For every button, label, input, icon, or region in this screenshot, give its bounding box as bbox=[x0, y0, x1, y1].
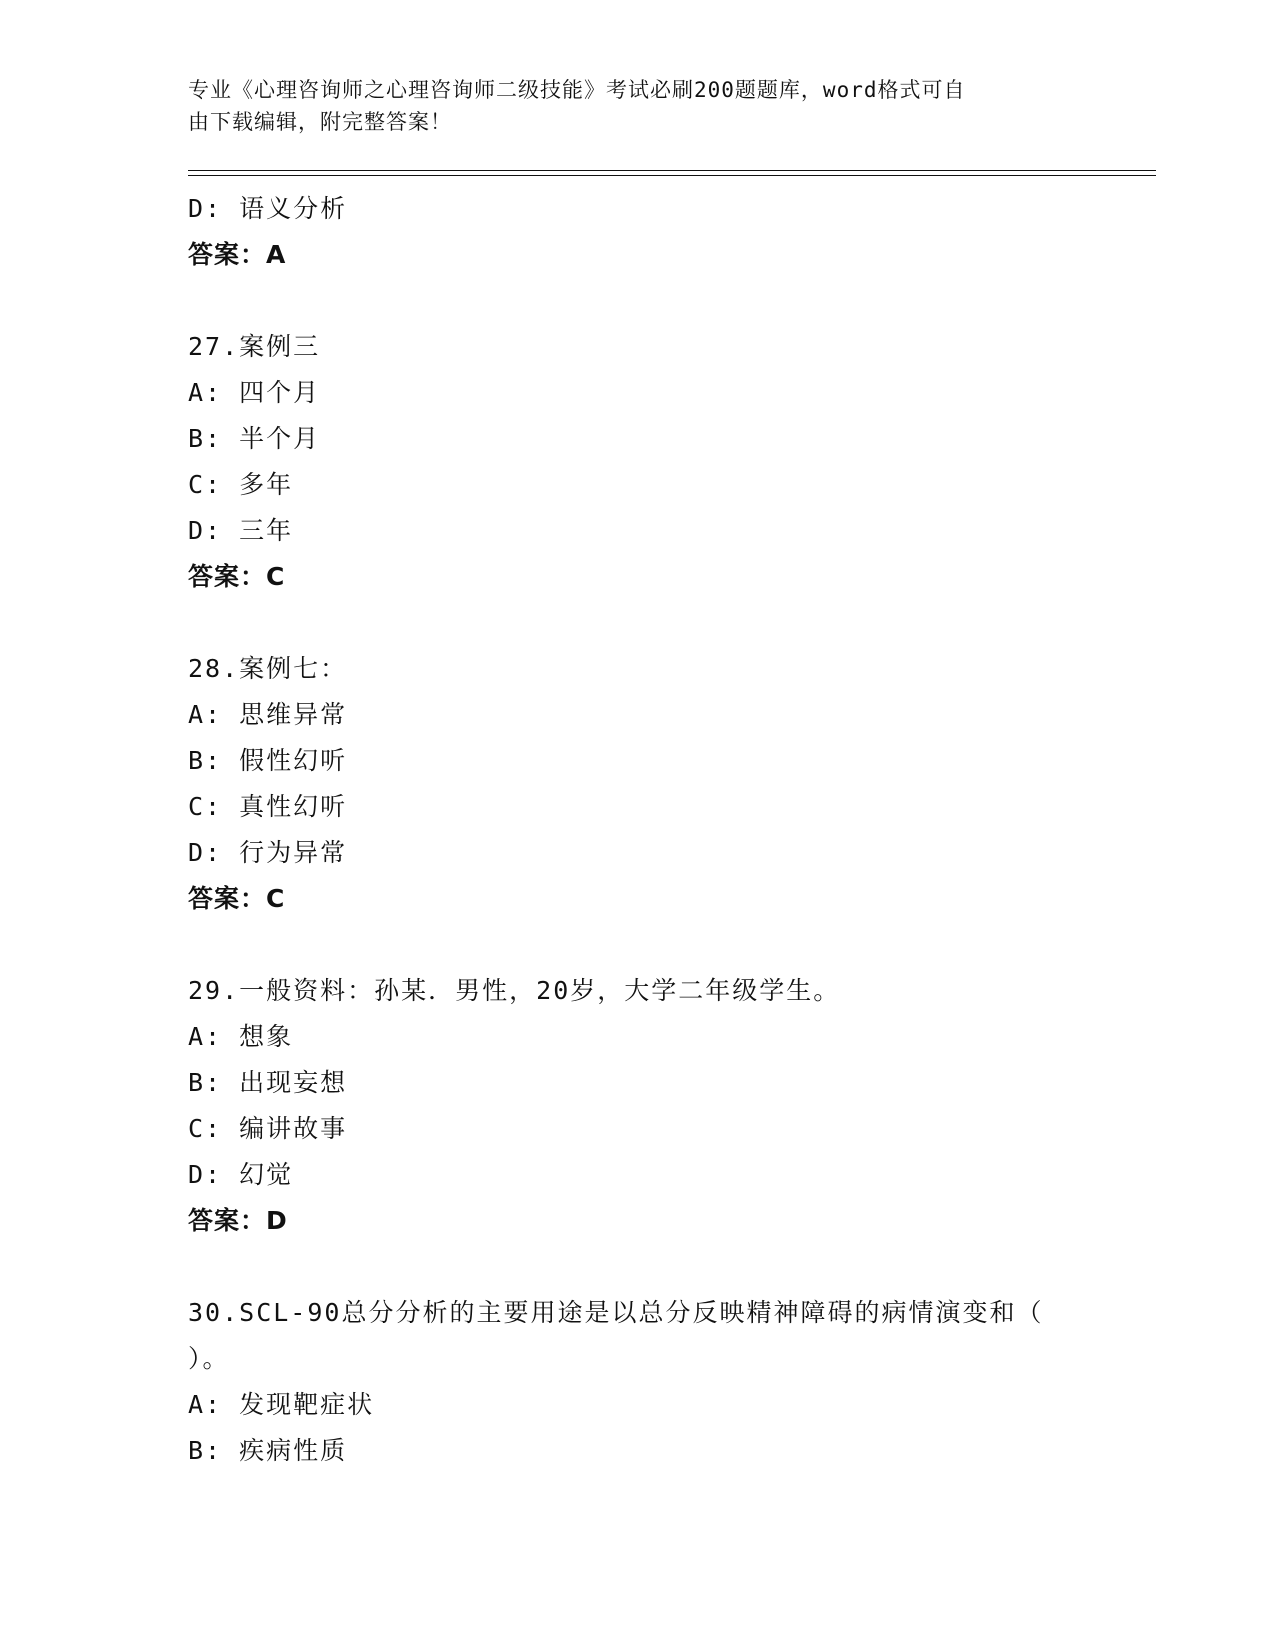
spacer bbox=[188, 922, 1088, 968]
spacer bbox=[188, 1244, 1088, 1290]
option-c: C: 编讲故事 bbox=[188, 1114, 348, 1143]
option-c: C: 真性幻听 bbox=[188, 792, 348, 821]
option-b: B: 出现妄想 bbox=[188, 1068, 348, 1097]
question-26-tail bbox=[188, 186, 1088, 278]
document-header bbox=[188, 74, 1088, 138]
question-stem-line-1: 30.SCL-90总分分析的主要用途是以总分反映精神障碍的病情演变和（ bbox=[188, 1298, 1044, 1327]
header-rule-bottom bbox=[188, 175, 1156, 176]
header-line-2: 由下载编辑，附完整答案！ bbox=[188, 110, 452, 134]
option-d: D: 三年 bbox=[188, 516, 294, 545]
option-a: A: 思维异常 bbox=[188, 700, 348, 729]
question-list bbox=[188, 186, 1088, 1474]
question-28 bbox=[188, 646, 1088, 922]
option-d: D: 幻觉 bbox=[188, 1160, 294, 1189]
question-27 bbox=[188, 324, 1088, 600]
answer-line: 答案：A bbox=[188, 240, 287, 269]
option-a: A: 四个月 bbox=[188, 378, 321, 407]
header-line-1: 专业《心理咨询师之心理咨询师二级技能》考试必刷200题题库，word格式可自 bbox=[188, 78, 966, 102]
option-d: D: 语义分析 bbox=[188, 194, 348, 223]
answer-line: 答案：D bbox=[188, 1206, 288, 1235]
option-a: A: 发现靶症状 bbox=[188, 1390, 375, 1419]
question-stem: 28.案例七： bbox=[188, 654, 348, 683]
option-c: C: 多年 bbox=[188, 470, 294, 499]
option-b: B: 半个月 bbox=[188, 424, 321, 453]
question-stem: 29.一般资料：孙某．男性，20岁，大学二年级学生。 bbox=[188, 976, 841, 1005]
header-rule-top bbox=[188, 170, 1156, 171]
question-29 bbox=[188, 968, 1088, 1244]
answer-line: 答案：C bbox=[188, 884, 286, 913]
answer-line: 答案：C bbox=[188, 562, 286, 591]
spacer bbox=[188, 278, 1088, 324]
question-stem-line-2: ）。 bbox=[188, 1344, 230, 1373]
spacer bbox=[188, 600, 1088, 646]
question-30 bbox=[188, 1290, 1088, 1474]
option-b: B: 疾病性质 bbox=[188, 1436, 348, 1465]
option-a: A: 想象 bbox=[188, 1022, 294, 1051]
option-d: D: 行为异常 bbox=[188, 838, 348, 867]
question-stem: 27.案例三 bbox=[188, 332, 321, 361]
option-b: B: 假性幻听 bbox=[188, 746, 348, 775]
